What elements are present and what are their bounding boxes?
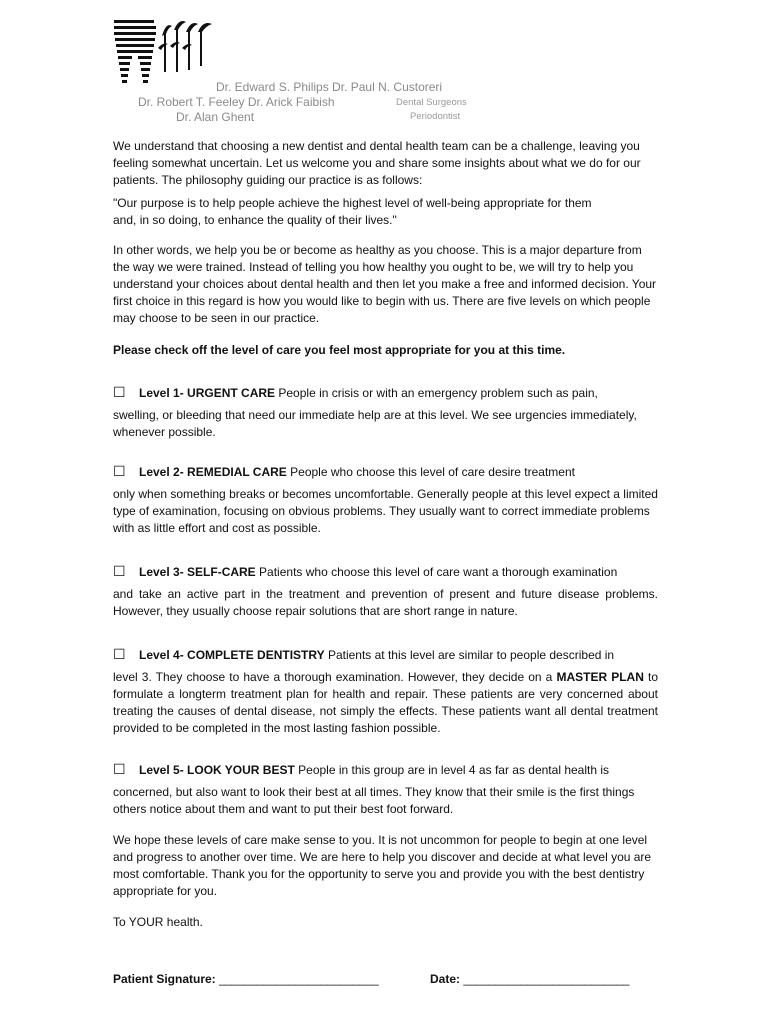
level-2-description: only when something breaks or becomes uncomfortable. Generally people at this level expect a limited type of examination, focusing on obvious problems. They usually want to correct immediate problems with as little effort and cost as possible.: [113, 487, 658, 535]
tooth-and-trees-logo-icon: [112, 18, 216, 84]
date-label: Date:: [430, 972, 461, 986]
level-2-title: Level 2- REMEDIAL CARE: [139, 465, 287, 479]
doctors-line-2: Dr. Robert T. Feeley Dr. Arick Faibish: [138, 95, 335, 109]
sign-off: To YOUR health.: [113, 915, 203, 929]
level-5-first-line: People in this group are in level 4 as far as dental health is: [298, 763, 610, 777]
level-2-option[interactable]: [113, 464, 658, 537]
checkbox-level-4[interactable]: ☐: [113, 647, 126, 663]
level-4-text-a: level 3. They choose to have a thorough examination. However, they decide on a: [113, 670, 557, 684]
level-4-option[interactable]: [113, 647, 658, 737]
level-4-description: [113, 669, 658, 737]
checkbox-level-2[interactable]: ☐: [113, 464, 126, 480]
checkbox-level-3[interactable]: ☐: [113, 564, 126, 580]
level-3-title: Level 3- SELF-CARE: [139, 565, 256, 579]
quote-line-1: "Our purpose is to help people achieve the highest level of well-being appropriate for them: [113, 196, 592, 210]
doctors-line-3: Dr. Alan Ghent: [176, 110, 255, 124]
intro-paragraph: We understand that choosing a new dentist and dental health team can be a challenge, leaving you feeling somewhat uncertain. Let us welcome you and share some insights about what we do for our patients. The philosophy guiding our practice is as follows:: [113, 139, 641, 187]
checkbox-level-1[interactable]: ☐: [113, 385, 126, 401]
date-line[interactable]: __________________________: [463, 972, 630, 986]
closing-paragraph: We hope these levels of care make sense to you. It is not uncommon for people to begin at one level and progress to another over time. We are here to help you discover and decide at what level you are most comfortable. Thank you for the opportunity to serve you and provide you with the best dentistry appropriate for you.: [113, 833, 652, 898]
level-4-first-line: Patients at this level are similar to people described in: [327, 648, 615, 662]
level-1-option[interactable]: [113, 385, 658, 441]
doctors-line-1: Dr. Edward S. Philips Dr. Paul N. Custoreri: [216, 80, 443, 94]
philosophy-quote: [113, 195, 658, 229]
patient-signature-label: Patient Signature:: [113, 972, 216, 986]
patient-signature-row: [113, 972, 378, 986]
level-1-description: swelling, or bleeding that need our immediate help are at this level. We see urgencies immediately, whenever possible.: [113, 408, 637, 439]
date-row: [430, 972, 629, 986]
level-3-option[interactable]: [113, 564, 658, 620]
level-3-first-line: Patients who choose this level of care want a thorough examination: [259, 565, 618, 579]
level-2-first-line: People who choose this level of care desire treatment: [290, 465, 575, 479]
level-1-first-line: People in crisis or with an emergency problem such as pain,: [278, 386, 598, 400]
level-5-option[interactable]: [113, 762, 658, 818]
level-4-title: Level 4- COMPLETE DENTISTRY: [139, 648, 325, 662]
level-1-title: Level 1- URGENT CARE: [139, 386, 276, 400]
checkbox-level-5[interactable]: ☐: [113, 762, 126, 778]
quote-line-2: and, in so doing, to enhance the quality of their lives.": [113, 213, 397, 227]
level-4-text-b: to formulate a longterm treatment plan for health and repair. These patients are very concerned about treating the causes of dental disease, not simply the effects. These patients want all dental treatment provided to be completed in the most lasting fashion possible.: [113, 670, 658, 735]
role-periodontist: Periodontist: [410, 111, 461, 122]
instruction-text: Please check off the level of care you feel most appropriate for you at this time.: [113, 343, 566, 357]
master-plan-text: MASTER PLAN: [556, 670, 644, 684]
level-3-description: and take an active part in the treatment and prevention of present and future disease problems. However, they usually choose repair solutions that are short range in nature.: [113, 587, 658, 618]
patient-signature-line[interactable]: _________________________: [219, 972, 379, 986]
level-5-title: Level 5- LOOK YOUR BEST: [139, 763, 295, 777]
role-dental-surgeons: Dental Surgeons: [396, 97, 467, 108]
level-5-description: concerned, but also want to look their best at all times. They know that their smile is the first things others notice about them and want to put their best foot forward.: [113, 785, 635, 816]
other-words-paragraph: In other words, we help you be or become as healthy as you choose. This is a major departure from the way we were trained. Instead of telling you how healthy you ought to be, we will try to help you understand your choices about dental health and then let you make a free and informed decision. Your first choice in this regard is how you would like to begin with us. There are five levels on which people may choose to be seen in our practice.: [113, 243, 657, 325]
